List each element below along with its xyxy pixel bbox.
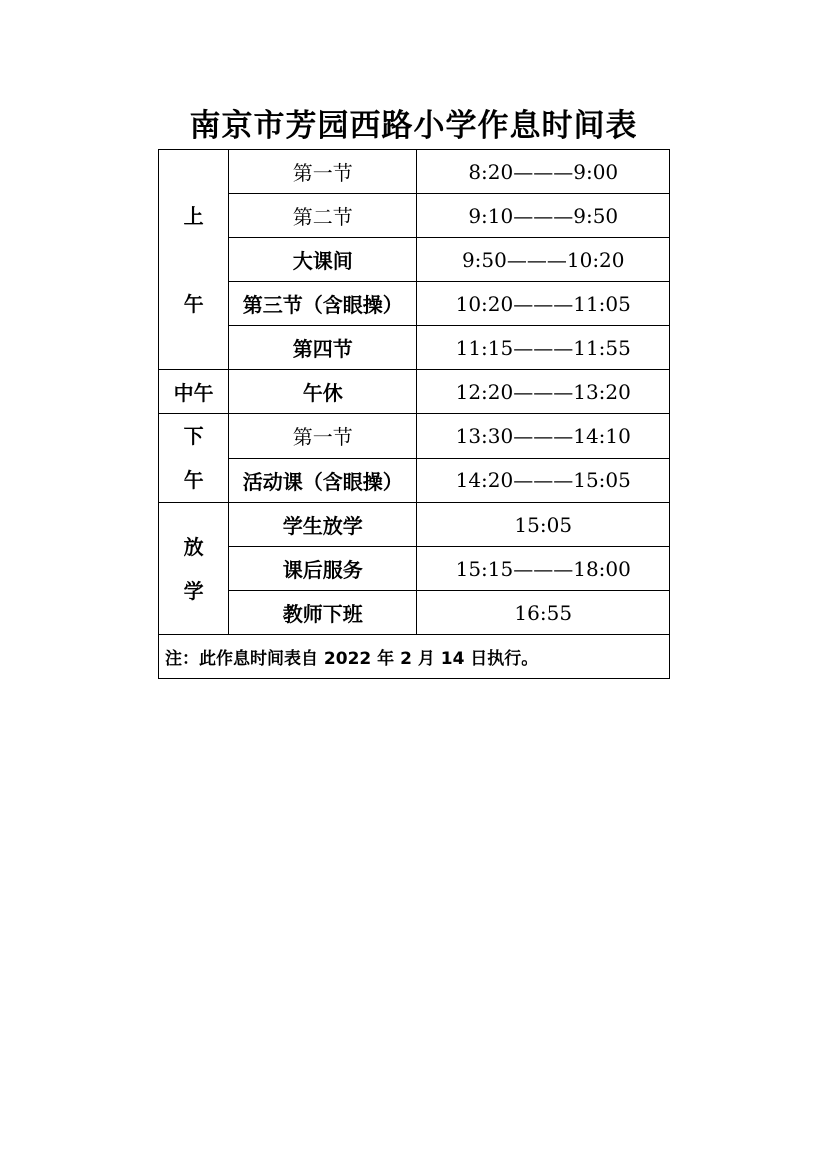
- period-afternoon-char-2: 午: [183, 468, 204, 492]
- table-row: [159, 591, 670, 635]
- session-time: 15:15———18:00: [417, 547, 670, 591]
- session-label: 教师下班: [229, 591, 417, 635]
- period-dismissal-char-2: 学: [183, 578, 204, 603]
- session-time: 12:20———13:20: [417, 370, 670, 414]
- table-row: [159, 547, 670, 591]
- page-title: 南京市芳园西路小学作息时间表: [189, 108, 638, 144]
- table-row: [159, 282, 670, 326]
- note-text: 注：此作息时间表自 2022 年 2 月 14 日执行。: [159, 635, 670, 679]
- table-row: [159, 503, 670, 547]
- session-label: 第四节: [229, 326, 417, 370]
- table-row: [159, 238, 670, 282]
- session-label: 活动课（含眼操）: [229, 458, 417, 503]
- session-label: 学生放学: [229, 503, 417, 547]
- session-time: 14:20———15:05: [417, 458, 670, 503]
- session-time: 8:20———9:00: [417, 150, 670, 194]
- session-label: 第一节: [229, 414, 417, 459]
- table-row: [159, 326, 670, 370]
- session-label: 课后服务: [229, 547, 417, 591]
- note-row: [159, 635, 670, 679]
- period-afternoon: [159, 414, 229, 503]
- schedule-table: [158, 149, 670, 679]
- session-time: 10:20———11:05: [417, 282, 670, 326]
- period-dismissal-char-1: 放: [183, 534, 204, 559]
- session-label: 午休: [229, 370, 417, 414]
- table-row: [159, 458, 670, 503]
- table-row: [159, 414, 670, 459]
- period-morning: [159, 150, 229, 370]
- session-time: 15:05: [417, 503, 670, 547]
- period-morning-char-2: 午: [183, 291, 204, 316]
- session-time: 13:30———14:10: [417, 414, 670, 459]
- session-label: 第一节: [229, 150, 417, 194]
- period-afternoon-char-1: 下: [183, 424, 204, 448]
- table-row: [159, 370, 670, 414]
- session-label: 第二节: [229, 194, 417, 238]
- session-label: 第三节（含眼操）: [229, 282, 417, 326]
- session-time: 16:55: [417, 591, 670, 635]
- period-noon: 中午: [159, 370, 229, 414]
- session-label: 大课间: [229, 238, 417, 282]
- session-time: 9:50———10:20: [417, 238, 670, 282]
- table-row: [159, 194, 670, 238]
- period-morning-char-1: 上: [183, 203, 204, 228]
- period-dismissal: [159, 503, 229, 635]
- session-time: 9:10———9:50: [417, 194, 670, 238]
- session-time: 11:15———11:55: [417, 326, 670, 370]
- table-row: [159, 150, 670, 194]
